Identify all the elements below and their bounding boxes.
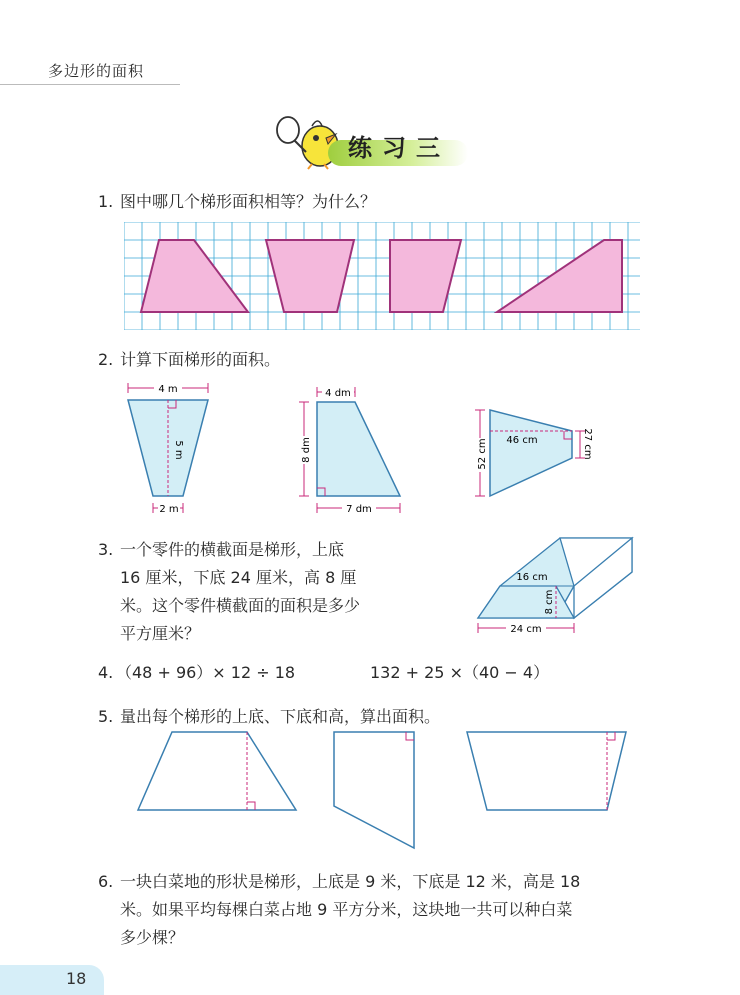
question-line: 米。这个零件横截面的面积是多少 [120, 596, 361, 615]
question-text: 计算下面梯形的面积。 [120, 350, 281, 369]
fig-b-bottom-label: 7 dm [346, 504, 372, 515]
expression-1: （48 + 96）× 12 ÷ 18 [116, 663, 296, 682]
question-number: 6. [98, 872, 114, 891]
question-line: 一块白菜地的形状是梯形，上底是 9 米，下底是 12 米，高是 18 [120, 872, 581, 891]
fig-a-bottom-label: 2 m [159, 504, 179, 515]
prism-top-label: 16 cm [516, 572, 548, 583]
expression-2: 132 + 25 ×（40 − 4） [370, 663, 550, 682]
measure-trapezoid-a [138, 732, 296, 810]
trapezoid-c [390, 240, 461, 312]
trapezoid-fig-c [490, 410, 572, 496]
prism-height-label: 8 cm [544, 589, 555, 615]
question-line: 一个零件的横截面是梯形，上底 [120, 540, 345, 559]
question-number: 2. [98, 350, 114, 369]
question-number: 5. [98, 707, 114, 726]
question-2 [98, 346, 280, 374]
question-line: 多少棵？ [120, 928, 185, 947]
fig-a-height-label: 5 m [173, 440, 184, 460]
trapezoid-b [266, 240, 354, 312]
q2-figures [110, 378, 620, 518]
fig-c-height-label: 46 cm [506, 435, 538, 446]
page-number-tab [0, 965, 104, 995]
section-title: 多边形的面积 [48, 62, 145, 80]
exercise-title: 练习三 [348, 134, 450, 162]
question-3 [98, 536, 360, 648]
q5-figures [130, 724, 630, 852]
prism-bottom-label: 24 cm [510, 624, 542, 635]
question-4 [98, 660, 295, 683]
question-text: 图中哪几个梯形面积相等？为什么？ [120, 192, 377, 211]
fig-c-left-label: 52 cm [477, 438, 488, 470]
question-line: 平方厘米？ [120, 624, 201, 643]
question-text: 量出每个梯形的上底、下底和高，算出面积。 [120, 707, 441, 726]
page-number: 18 [66, 969, 87, 988]
measure-trapezoid-c [467, 732, 626, 810]
question-number: 3. [98, 540, 114, 559]
trapezoid-fig-b [317, 402, 400, 496]
question-number: 4. [98, 663, 114, 682]
prism-figure [470, 530, 640, 642]
question-1 [98, 188, 376, 216]
fig-b-height-label: 8 dm [301, 437, 312, 463]
question-line: 米。如果平均每棵白菜占地 9 平方分米，这块地一共可以种白菜 [120, 900, 573, 919]
fig-b-top-label: 4 dm [325, 388, 351, 399]
grid-figure [124, 222, 640, 330]
measure-trapezoid-b [334, 732, 414, 848]
fig-a-top-label: 4 m [158, 384, 178, 395]
header-divider [0, 84, 180, 85]
fig-c-right-label: 27 cm [582, 428, 593, 460]
question-line: 16 厘米，下底 24 厘米，高 8 厘 [120, 568, 357, 587]
question-6 [98, 868, 580, 952]
question-number: 1. [98, 192, 114, 211]
